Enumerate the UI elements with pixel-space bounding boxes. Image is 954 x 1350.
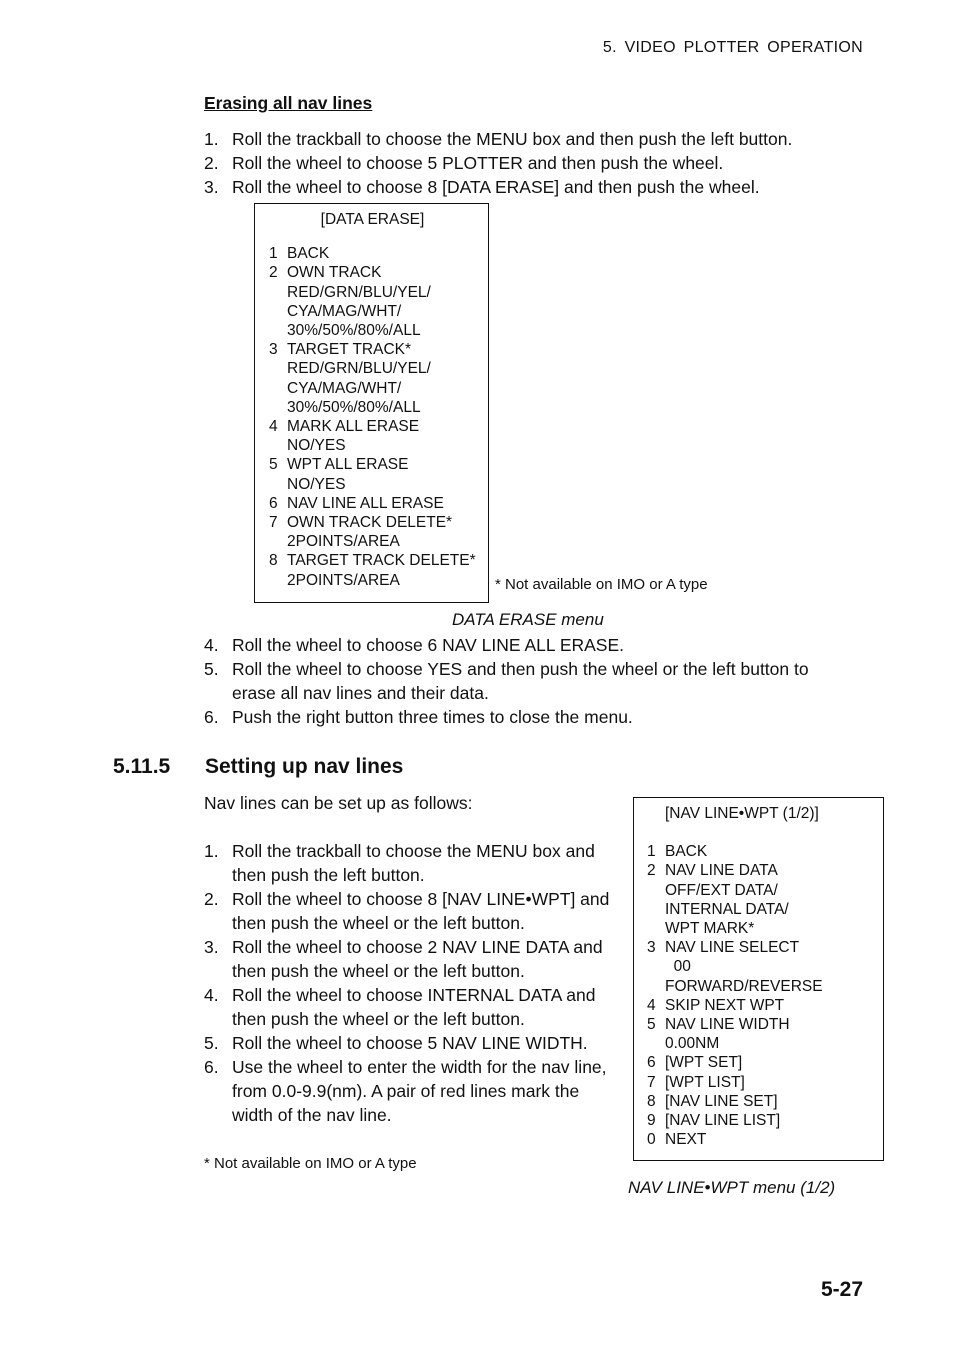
menu-item [647,1053,877,1072]
menu-item [269,379,482,398]
menu-item-label: 00 [665,958,691,976]
menu-item-number: 8 [647,1092,656,1110]
menu-item-number: 7 [269,514,278,532]
menu-item-label: CYA/MAG/WHT/ [287,379,402,397]
menu-item [269,455,482,474]
list-item [204,887,624,935]
menu-item [647,900,877,919]
menu-item [647,861,877,880]
menu-item-number: 5 [647,1016,656,1034]
menu-item-label: BACK [287,245,330,263]
menu-item-number [647,900,665,919]
menu-item-label: FORWARD/REVERSE [665,977,823,995]
step-number: 2. [204,889,219,909]
list-item [204,127,854,151]
step-text: Push the right button three times to close the menu. [232,707,633,727]
menu-item-number [647,977,665,996]
menu-rows [269,244,482,590]
section-heading [113,755,403,779]
menu-item-number [269,436,287,455]
list-item [204,1031,624,1055]
menu-item [269,513,482,532]
menu-item-number [269,475,287,494]
menu-item [647,1111,877,1130]
figure-caption: NAV LINE•WPT menu (1/2) [628,1178,836,1197]
step-number: 5. [204,1033,219,1053]
menu-item-number: 5 [269,456,278,474]
menu-item [647,977,877,996]
menu-item-label: 2POINTS/AREA [287,533,400,551]
menu-item-number: 4 [647,996,656,1014]
menu-item-label: BACK [665,843,708,861]
list-item [204,705,854,729]
step-text: Roll the wheel to choose 5 NAV LINE WIDTH. [232,1033,588,1053]
step-text: Roll the wheel to choose 6 NAV LINE ALL ERASE. [232,635,625,655]
menu-item-number [269,359,287,378]
list-item [204,175,854,199]
step-number: 6. [204,707,219,727]
menu-item-label: 30%/50%/80%/ALL [287,322,421,340]
nav-line-wpt-menu-box [633,797,884,1161]
menu-item-label: MARK ALL ERASE [287,418,420,436]
menu-item-label: [NAV LINE LIST] [665,1112,781,1130]
menu-item [647,842,877,861]
menu-item-label: CYA/MAG/WHT/ [287,302,402,320]
menu-item [269,475,482,494]
menu-item [269,436,482,455]
list-item [204,657,854,705]
menu-item-label: 2POINTS/AREA [287,571,400,589]
menu-item-number: 2 [269,264,278,282]
menu-item-label: [WPT LIST] [665,1073,745,1091]
menu-item [269,571,482,590]
menu-item-label: OWN TRACK DELETE* [287,514,453,532]
menu-item-label: NAV LINE WIDTH [665,1016,790,1034]
section-title: Setting up nav lines [205,755,404,778]
menu-item [269,283,482,302]
menu-item-number [269,379,287,398]
menu-item-number [269,532,287,551]
menu-item-number: 6 [269,494,278,512]
step-text: Roll the wheel to choose INTERNAL DATA and then push the wheel or the left button. [232,985,596,1029]
figure-caption: DATA ERASE menu [452,610,604,629]
footnote: * Not available on IMO or A type [204,1155,417,1172]
step-text: Roll the wheel to choose 5 PLOTTER and then push the wheel. [232,153,724,173]
menu-item-number: 1 [647,843,656,861]
list-item [204,935,624,983]
menu-item-label: NO/YES [287,475,346,493]
menu-item [269,417,482,436]
footnote: * Not available on IMO or A type [495,576,708,593]
erase-steps-list-b [204,633,854,729]
step-text: Roll the trackball to choose the MENU box and then push the left button. [232,841,595,885]
menu-item-label: [NAV LINE SET] [665,1092,778,1110]
step-number: 1. [204,129,219,149]
menu-item [647,938,877,957]
section-number: 5.11.5 [113,755,171,778]
menu-item-label: 30%/50%/80%/ALL [287,398,421,416]
menu-item [647,881,877,900]
menu-item-number [269,302,287,321]
step-number: 1. [204,841,219,861]
data-erase-menu-box [254,203,489,603]
menu-title: [NAV LINE•WPT (1/2)] [665,805,819,822]
list-item [204,151,854,175]
menu-item [647,957,877,976]
menu-item [269,321,482,340]
menu-item-number [647,919,665,938]
menu-item-number [647,1034,665,1053]
step-number: 3. [204,937,219,957]
menu-item-number: 9 [647,1112,656,1130]
menu-item [269,494,482,513]
menu-item-label: WPT MARK* [665,920,755,938]
menu-item-number [647,881,665,900]
menu-item-number: 8 [269,552,278,570]
menu-item-label: NAV LINE DATA [665,862,778,880]
menu-item-number: 7 [647,1073,656,1091]
menu-item-label: TARGET TRACK DELETE* [287,552,476,570]
menu-item-number: 1 [269,245,278,263]
menu-item-number [647,957,665,976]
menu-item-number: 3 [269,341,278,359]
list-item [204,983,624,1031]
step-number: 6. [204,1057,219,1077]
menu-item-label: INTERNAL DATA/ [665,900,789,918]
menu-item [269,244,482,263]
erase-steps-list-a [204,127,854,199]
menu-item [269,263,482,282]
menu-item-label: RED/GRN/BLU/YEL/ [287,360,431,378]
menu-item-label: TARGET TRACK* [287,341,412,359]
menu-item-number [269,398,287,417]
subheading-erasing-nav-lines: Erasing all nav lines [204,93,373,113]
step-text: Roll the wheel to choose 8 [DATA ERASE] and then push the wheel. [232,177,760,197]
step-number: 4. [204,985,219,1005]
menu-title: [DATA ERASE] [320,211,425,228]
step-text: Roll the wheel to choose YES and then push the wheel or the left button to erase all nav lines and their data. [232,659,809,703]
running-header: 5. VIDEO PLOTTER OPERATION [602,39,863,56]
menu-item-number: 4 [269,418,278,436]
step-number: 4. [204,635,219,655]
menu-item-label: SKIP NEXT WPT [665,996,785,1014]
menu-item [647,1034,877,1053]
menu-rows [647,842,877,1149]
menu-item-label: NAV LINE ALL ERASE [287,494,444,512]
menu-item-label: NO/YES [287,437,346,455]
list-item [204,1055,624,1127]
step-number: 3. [204,177,219,197]
menu-item [269,302,482,321]
menu-item-number [269,321,287,340]
menu-item [269,532,482,551]
menu-item [647,996,877,1015]
menu-item [647,919,877,938]
menu-item-number: 6 [647,1054,656,1072]
step-text: Use the wheel to enter the width for the nav line, from 0.0-9.9(nm). A pair of red lines mark the width of the nav line. [232,1057,607,1125]
menu-item-number [269,571,287,590]
menu-item-label: 0.00NM [665,1035,720,1053]
list-item [204,839,624,887]
menu-item [269,359,482,378]
menu-item-number: 2 [647,862,656,880]
menu-item [269,398,482,417]
step-text: Roll the wheel to choose 8 [NAV LINE•WPT] and then push the wheel or the left button. [232,889,610,933]
step-text: Roll the trackball to choose the MENU box and then push the left button. [232,129,793,149]
menu-item-label: RED/GRN/BLU/YEL/ [287,283,431,301]
page-number: 5-27 [820,1278,863,1301]
menu-item [647,1092,877,1111]
list-item [204,633,854,657]
menu-item-label: NEXT [665,1131,707,1149]
menu-item-number: 3 [647,939,656,957]
menu-item-number [269,283,287,302]
menu-item-label: [WPT SET] [665,1054,743,1072]
menu-item-label: NAV LINE SELECT [665,939,800,957]
step-number: 2. [204,153,219,173]
section-intro: Nav lines can be set up as follows: [204,793,473,813]
menu-item [269,340,482,359]
setup-steps-list [204,839,624,1127]
menu-item [647,1130,877,1149]
menu-item [269,551,482,570]
menu-item-label: WPT ALL ERASE [287,456,409,474]
menu-item [647,1073,877,1092]
step-number: 5. [204,659,219,679]
step-text: Roll the wheel to choose 2 NAV LINE DATA and then push the wheel or the left button. [232,937,603,981]
menu-item-label: OWN TRACK [287,264,382,282]
menu-item-number: 0 [647,1131,656,1149]
menu-item-label: OFF/EXT DATA/ [665,881,778,899]
menu-item [647,1015,877,1034]
